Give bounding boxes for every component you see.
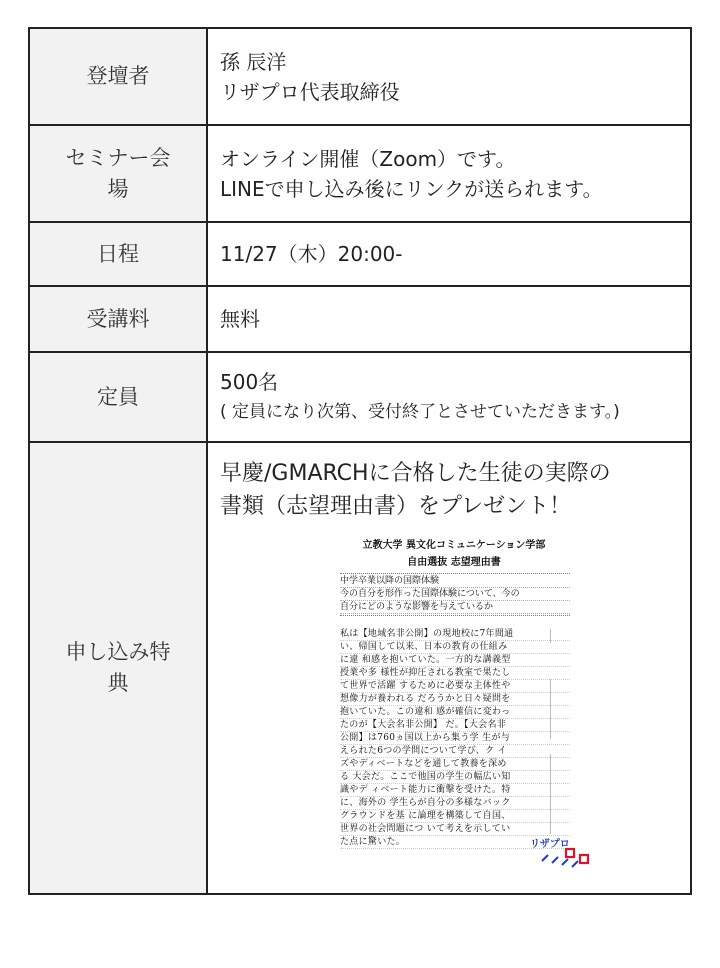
- value-fee: [207, 286, 691, 352]
- bonus-text: 書類（志望理由書）をプレゼント！: [220, 494, 572, 519]
- venue-note: LINEで申し込み後にリンクが送られます。: [220, 176, 603, 201]
- scan-mark: [550, 754, 551, 834]
- label-bonus: [29, 442, 207, 894]
- essay-body-line: 授業や多 様性が抑圧される教室で果たし: [340, 667, 570, 680]
- scan-mark: [550, 629, 551, 643]
- venue-text: オンライン開催（Zoom）です。: [220, 146, 516, 171]
- label-venue: [29, 125, 207, 222]
- essay-body-line: い、帰国して以来、日本の教育の仕組み: [340, 641, 570, 654]
- label-fee: [29, 286, 207, 352]
- essay-body-line: に違 和感を抱いていた。一方的な講義型: [340, 654, 570, 667]
- essay-body-line: たのが【大会名非公開】 だ。【大会名非: [340, 719, 570, 732]
- question-line: 自分にどのような影響を与えているか: [340, 601, 570, 614]
- question-line: 今の自分を形作った国際体験について、今の: [340, 588, 570, 601]
- row-speaker: [29, 28, 691, 125]
- label-text: 日程: [97, 241, 139, 266]
- label-text: 登壇者: [86, 64, 150, 88]
- label-text: 申し込み特: [65, 640, 171, 664]
- question-line: 中学卒業以降の国際体験: [340, 575, 570, 588]
- essay-body-line: 識やデ ィベート能力に衝撃を受けた。特: [340, 784, 570, 797]
- label-text: 場: [107, 176, 129, 201]
- row-schedule: [29, 222, 691, 286]
- essay-body-line: た点に驚いた。: [340, 836, 570, 849]
- value-bonus: [207, 442, 691, 894]
- essay-body-line: ズやディベートなどを通して教養を深め: [340, 758, 570, 771]
- value-venue: [207, 125, 691, 222]
- essay-question: [340, 573, 570, 616]
- essay-sample-image: [338, 539, 570, 861]
- essay-title: 立教大学 異文化コミュニケーション学部: [362, 540, 546, 551]
- essay-body: [340, 628, 570, 849]
- row-capacity: [29, 352, 691, 442]
- label-speaker: [29, 28, 207, 125]
- essay-body-line: に、海外の 学生らが自分の多様なバック: [340, 797, 570, 810]
- row-fee: [29, 286, 691, 352]
- essay-body-line: 抱いていた。この違和 感が確信に変わっ: [340, 706, 570, 719]
- row-bonus: [29, 442, 691, 894]
- value-schedule: [207, 222, 691, 286]
- bonus-text: 早慶/GMARCHに合格した生徒の実際の: [220, 461, 611, 486]
- label-schedule: [29, 222, 207, 286]
- capacity-text: 500名: [220, 370, 279, 394]
- scan-mark: [550, 679, 551, 739]
- speaker-name: 孫 辰洋: [220, 49, 287, 74]
- label-capacity: [29, 352, 207, 442]
- capacity-note: ( 定員になり次第、受付終了とさせていただきます。): [220, 402, 620, 422]
- value-speaker: [207, 28, 691, 125]
- lizapro-logo: [528, 835, 594, 869]
- essay-body-line: 世界の社会問題につ いて考えを示してい: [340, 823, 570, 836]
- value-capacity: [207, 352, 691, 442]
- row-venue: [29, 125, 691, 222]
- schedule-text: 11/27（木）20:00-: [220, 242, 403, 266]
- essay-body-line: 想像力が養われる だろうかと日々疑問を: [340, 693, 570, 706]
- label-text: 受講料: [86, 306, 150, 331]
- essay-body-line: て世界で活躍 するために必要な主体性や: [340, 680, 570, 693]
- seminar-info-table: [28, 27, 692, 895]
- label-text: セミナー会: [65, 145, 171, 170]
- label-text: 典: [107, 671, 129, 695]
- essay-body-line: えられた6つの学問について学び、ク イ: [340, 745, 570, 758]
- logo-text: リザプロ: [530, 839, 570, 850]
- label-text: 定員: [97, 384, 139, 409]
- essay-body-line: 公開】は760ヵ国以上から集う学 生が与: [340, 732, 570, 745]
- speaker-title: リザプロ代表取締役: [220, 79, 400, 104]
- fee-text: 無料: [220, 307, 260, 331]
- essay-body-line: 私は【地域名非公開】の現地校に7年間通: [340, 628, 570, 641]
- essay-subtitle: 自由選抜 志望理由書: [407, 557, 501, 568]
- essay-body-line: る 大会だ。ここで他国の学生の幅広い知: [340, 771, 570, 784]
- essay-body-line: グラウンドを基 に論理を構築して自国、: [340, 810, 570, 823]
